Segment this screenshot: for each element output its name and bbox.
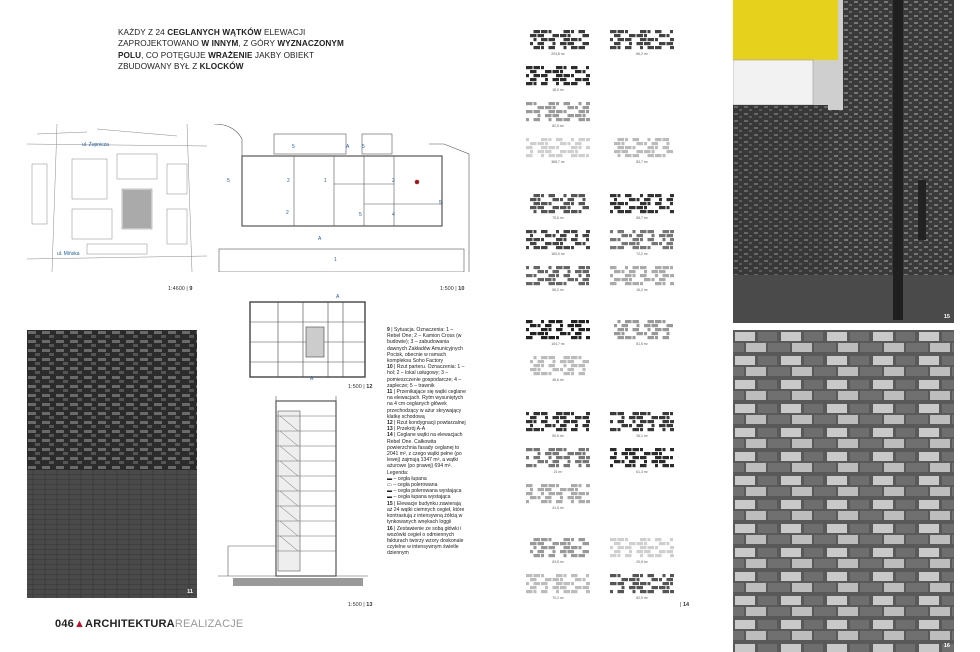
caption-number: 15 [387,500,393,507]
building-photo [733,0,954,323]
brick-swatch [610,412,674,432]
swatch-area-label: 160,0 m² [551,252,565,256]
caption-number: 13 [387,426,393,433]
brick-bond-swatches [520,26,690,616]
brand-name: ARCHITEKTURA [85,618,175,630]
svg-text:5: 5 [362,144,365,150]
swatch-area-label: 63,5 m² [552,560,564,564]
scale-label-9: 1:4600 | 9 [168,286,193,292]
brick-swatch [610,30,674,50]
svg-text:A: A [310,376,314,382]
caption-paragraph [387,389,467,420]
swatch-area-label: 104,7 m² [551,342,565,346]
brick-swatch [610,448,674,468]
headline-bold: WYZNACZONYM POLU [118,39,344,60]
caption-text: | Ceglane wątki na elewacjach Rebel One. Całkowita powierzchnia fasady ceglanej to 2041 m², z czego wątki pełne (po lewej) zajmują 1347 m², a wątki ażurowe (po prawej) 694 m². Legenda: [387,432,463,476]
brick-swatch [526,574,590,594]
brick-swatch [526,194,590,214]
swatch-area-label: 21 m² [553,470,563,474]
street-label: ul. Żupnicza [82,142,109,148]
swatch-area-label: 66,2 m² [636,52,648,56]
caption-text: | Przekrój A-A [392,426,426,433]
caption-text: ▬ – cegła łupana [387,475,427,482]
headline-text: ELEWACJI ZAPROJEKTOWANO [118,28,306,49]
swatch-area-label: 75,6 m² [552,216,564,220]
swatch-area-label: 26,1 m² [636,434,648,438]
headline-bold: CEGLANYCH WĄTKÓW [167,28,262,37]
headline-text: KAŻDY Z 24 [118,28,168,37]
brick-swatch [610,538,674,558]
scale-label-10: 1:500 | 10 [440,286,465,292]
swatch-area-label: 18,0 m² [552,88,564,92]
photo-number: 11 [187,589,193,595]
scale-label-12: 1:500 | 12 [348,384,373,390]
caption-text: | Przenikające się wątki ceglane na elewacjach. Rytm wysuniętych na 4 cm ceglanych główek przechodzący w ażur skrywający klatkę schodową [387,389,466,420]
svg-text:2: 2 [286,210,289,216]
brand-logo-mark: ▲ [73,618,86,630]
caption-number: 10 [387,364,393,371]
brick-swatch [610,138,674,158]
headline-bold: KLOCKÓW [199,62,244,72]
svg-text:5: 5 [439,200,442,206]
photo-number: 16 [943,643,950,649]
brick-swatch [526,320,590,340]
brick-swatch [610,574,674,594]
caption-text: | Sytuacja. Oznaczenia: 1 – Rebel One; 2 – Kamion Cross (w budowie); 3 – zabudowania dawnych Zakładów Amunicyjnych Pocisk, obecnie w ramach kompleksu Soho Factory [387,327,463,365]
svg-text:5: 5 [227,178,230,184]
brick-swatch [526,484,590,504]
section-drawing [218,396,368,596]
swatch-area-label: 83,7 m² [636,160,648,164]
caption-text: ▭ – cegła polerowana [387,482,438,489]
caption-paragraph [387,327,467,364]
swatch-area-label: 45,6 m² [552,378,564,382]
brick-swatch [526,230,590,250]
headline-text: JAKBY OBIEKT ZBUDOWANY BYŁ Z [118,50,315,72]
brick-swatch [526,412,590,432]
brick-swatch [610,266,674,286]
caption-block [387,327,467,557]
swatch-area-label: 203,8 m² [551,52,565,56]
caption-text: ▬ – cegła łupana wystająca [387,494,451,501]
svg-text:5: 5 [292,144,295,150]
headline-bold: W INNYM [201,39,239,49]
brick-swatch [526,266,590,286]
brick-swatch [526,66,590,86]
section-name: REALIZACJE [174,618,244,630]
headline-text: , Z GÓRY [238,39,278,49]
caption-number: 11 [387,389,393,396]
brick-swatch [610,194,674,214]
scale-label-13: 1:500 | 13 [348,602,373,608]
swatch-area-label: 41,5 m² [552,506,564,510]
brick-swatch [610,320,674,340]
headline-bold: WRAŻENIE [208,50,253,60]
caption-number: 16 [387,525,393,532]
brick-swatch [526,138,590,158]
caption-paragraph [387,501,467,526]
brick-swatch [526,30,590,50]
caption-text: | Elewacje budynku zawierają aż 24 wątki ciemnych cegieł, które kontrastują z intensywną żółcią w tynkowanych wnękach loggii [387,500,465,526]
street-label: ul. Mińska [57,251,80,257]
caption-text: ▬ – cegła polerowana wystająca [387,488,462,495]
caption-number: 9 [387,327,390,333]
swatch-area-label: 50,6 m² [552,434,564,438]
caption-number: 12 [387,420,393,427]
svg-text:A: A [318,236,322,242]
svg-text:1: 1 [324,178,327,184]
svg-text:4: 4 [392,212,395,218]
headline-text: , CO POTĘGUJE [141,50,209,60]
page-footer [55,618,243,630]
caption-paragraph [387,432,467,475]
swatch-area-label: 58,7 m² [636,216,648,220]
swatch-area-label: 72,2 m² [636,252,648,256]
svg-text:5: 5 [359,212,362,218]
brick-detail-photo [733,330,954,652]
swatch-area-label: 20,6 m² [636,560,648,564]
swatch-area-label: 70,2 m² [552,596,564,600]
caption-paragraph [387,364,467,389]
brick-swatch [526,102,590,122]
svg-text:A: A [346,144,350,150]
svg-text:2: 2 [392,178,395,184]
brick-swatch [526,538,590,558]
caption-number: 14 [387,432,393,439]
svg-text:1: 1 [334,257,337,263]
caption-text: | Rzut kondygnacji powtarzalnej [392,420,466,427]
photo-number: 15 [943,314,950,320]
swatch-area-label: 61,3 m² [636,470,648,474]
swatch-area-label: 56,2 m² [552,288,564,292]
brick-swatch [526,356,590,376]
swatch-area-label: 365,7 m² [551,160,565,164]
svg-text:2: 2 [287,178,290,184]
brick-swatch [526,448,590,468]
swatch-area-label: 16,2 m² [636,288,648,292]
site-plan [27,124,207,272]
swatch-area-label: 82,5 m² [552,124,564,128]
brick-swatch [610,230,674,250]
caption-text: | Zestawienie ze sobą główki i wozówki cegieł o odmiennych fakturach tworzy wzory doskonale czytelne w intensywnym świetle dziennym [387,525,464,557]
caption-text: | Rzut parteru. Oznaczenia: 1 – hol; 2 – lokal usługowy; 3 – pomieszczenie gospodarcze; 4 – zaplecze; 5 – trawnik [387,364,465,389]
swatch-area-label: 82,9 m² [636,596,648,600]
headline [118,27,348,73]
page-number: 046 [55,618,74,630]
brick-facade-photo [27,330,197,598]
svg-text:A: A [336,294,340,300]
figure-number-14: | 14 [680,602,690,608]
swatch-area-label: 51,5 m² [636,342,648,346]
ground-floor-plan [214,124,470,272]
typical-floor-plan [248,292,370,382]
caption-paragraph [387,526,467,557]
